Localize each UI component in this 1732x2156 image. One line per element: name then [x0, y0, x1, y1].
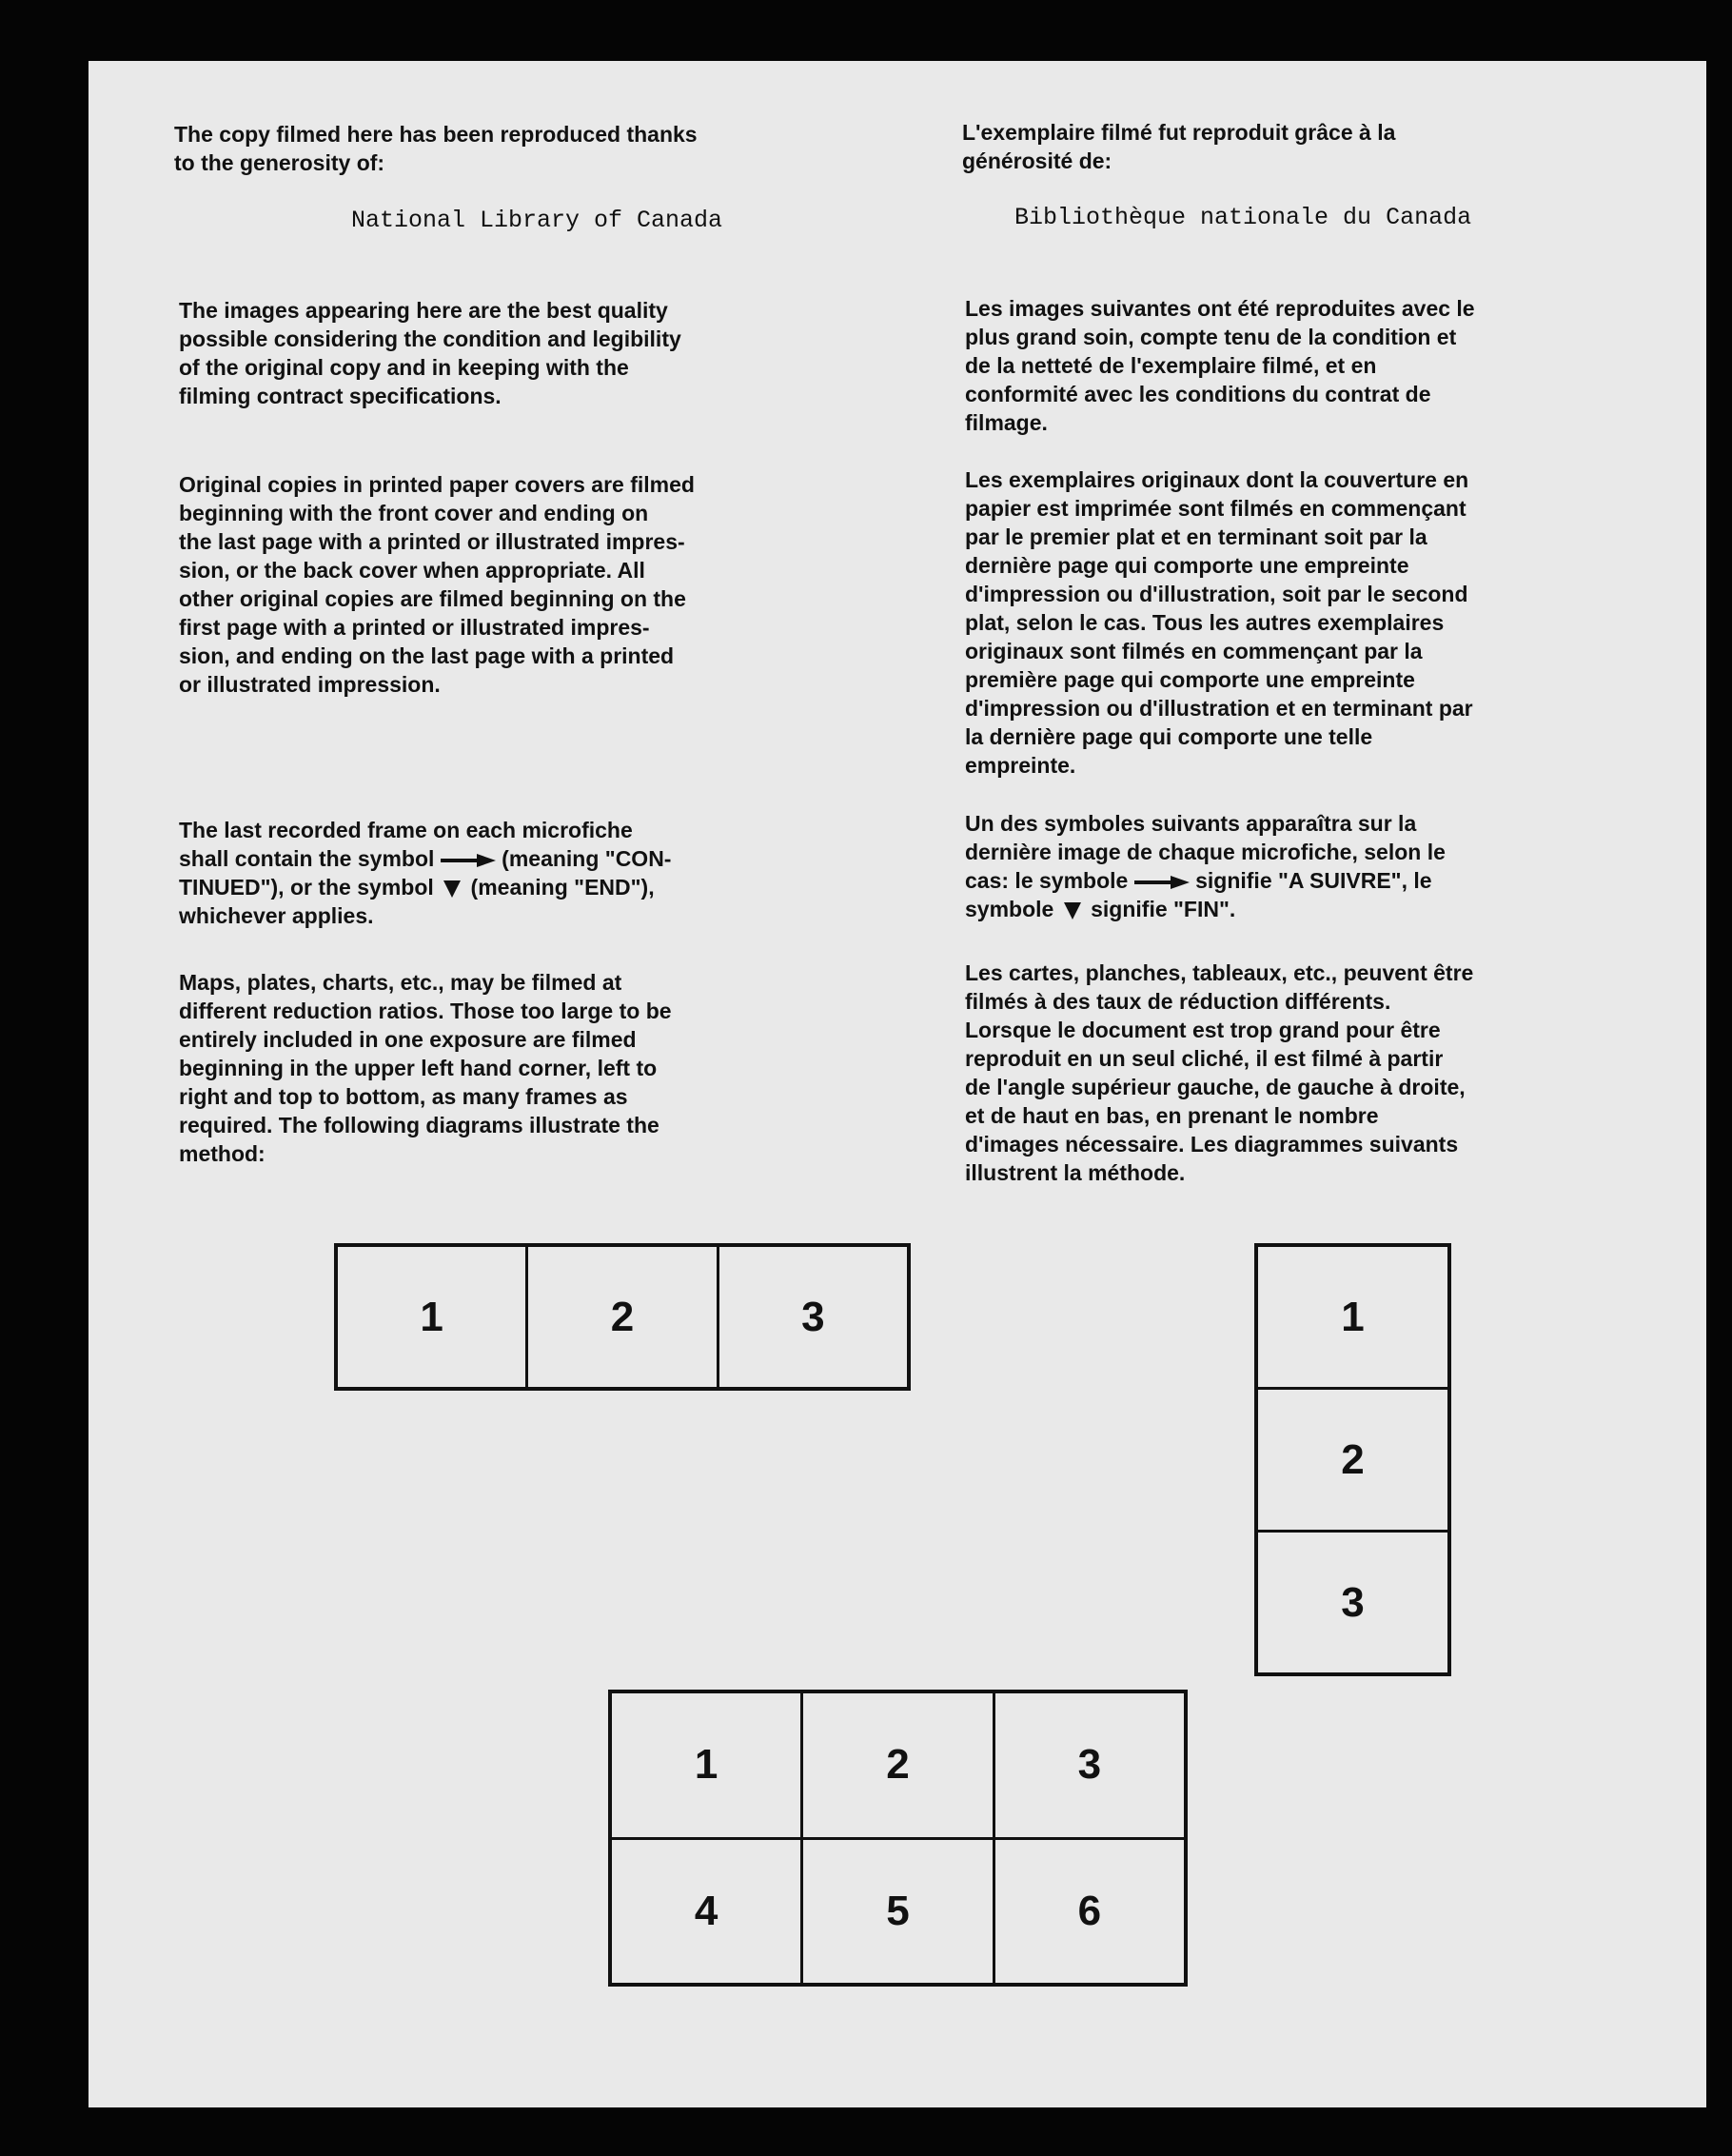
triangle-down-icon: [443, 880, 461, 898]
frame-cell: 5: [803, 1840, 992, 1984]
fr-copies-paragraph: Les exemplaires originaux dont la couverture en papier est imprimée sont filmés en commençant par le premier plat et en terminant soit par la dernière page qui comporte une empreinte d'impression ou d'illustration, soit par le second plat, selon le cas. Tous les autres exemplaires originaux sont filmés en commençant par la première page qui comporte une empreinte d'impression ou d'illustration et en terminant par la dernière page qui comporte une telle empreinte.: [965, 467, 1473, 778]
frame-cell: 1: [1258, 1247, 1447, 1387]
frame-cell: 3: [995, 1693, 1184, 1837]
fr-symbols-text-b: signifie "A SUIVRE", le symbole: [965, 868, 1432, 921]
frame-cell: 3: [1258, 1533, 1447, 1672]
en-symbols-paragraph: [179, 816, 935, 930]
frame-cell: 4: [612, 1840, 800, 1984]
en-acknowledgement: The copy filmed here has been reproduced thanks to the generosity of:: [174, 122, 698, 175]
diagram-horizontal: [334, 1243, 911, 1391]
en-copies-paragraph: Original copies in printed paper covers are filmed beginning with the front cover and ending on the last page with a printed or illustrated impres- sion, or the back cover when appropriate. All other original copies are filmed beginning on the first page with a printed or illustrated impres- sion, and ending on the last page with a printed or illustrated impression.: [179, 472, 695, 697]
fr-maps-paragraph: Les cartes, planches, tableaux, etc., peuvent être filmés à des taux de réduction différents. Lorsque le document est trop grand pour être reproduit en un seul cliché, il est filmé à partir de l'angle supérieur gauche, de gauche à droite, et de haut en bas, en prenant le nombre d'images nécessaire. Les diagrammes suivants illustrent la méthode.: [965, 960, 1474, 1185]
diagram-vertical: [1254, 1243, 1451, 1676]
en-symbols-text-a: The last recorded frame on each microfiche shall contain the symbol: [179, 818, 633, 871]
frame-cell: 1: [612, 1693, 800, 1837]
frame-cell: 2: [528, 1247, 716, 1387]
frame-cell: 2: [803, 1693, 992, 1837]
en-maps-paragraph: Maps, plates, charts, etc., may be filmed at different reduction ratios. Those too large to be entirely included in one exposure are filmed beginning in the upper left hand corner, left to right and top to bottom, as many frames as required. The following diagrams illustrate the method:: [179, 970, 672, 1166]
en-quality-paragraph: The images appearing here are the best quality possible considering the condition and legibility of the original copy and in keeping with the filming contract specifications.: [179, 298, 681, 408]
fr-symbols-paragraph: [965, 809, 1704, 923]
microfilm-target-page: [89, 61, 1706, 2107]
en-symbols-text-c: (meaning "END"), whichever applies.: [179, 875, 655, 928]
diagram-grid: [608, 1690, 1188, 1987]
frame-cell: 3: [719, 1247, 907, 1387]
fr-symbols-text-c: signifie "FIN".: [1084, 897, 1236, 921]
frame-cell: 6: [995, 1840, 1184, 1984]
fr-institution: Bibliothèque nationale du Canada: [1014, 204, 1472, 231]
fr-symbols-text-a: Un des symboles suivants apparaîtra sur la dernière image de chaque microfiche, selon le cas: le symbole: [965, 811, 1446, 893]
fr-acknowledgement: L'exemplaire filmé fut reproduit grâce à la générosité de:: [962, 120, 1396, 173]
arrow-icon: [441, 854, 496, 867]
en-institution: National Library of Canada: [351, 207, 723, 234]
triangle-down-icon: [1064, 902, 1081, 920]
frame-cell: 1: [338, 1247, 525, 1387]
frame-cell: 2: [1258, 1390, 1447, 1530]
fr-quality-paragraph: Les images suivantes ont été reproduites avec le plus grand soin, compte tenu de la condition et de la netteté de l'exemplaire filmé, et en conformité avec les conditions du contrat de filmage.: [965, 296, 1475, 435]
en-symbols-text-b: (meaning "CON- TINUED"), or the symbol: [179, 846, 672, 900]
arrow-icon: [1134, 876, 1190, 889]
